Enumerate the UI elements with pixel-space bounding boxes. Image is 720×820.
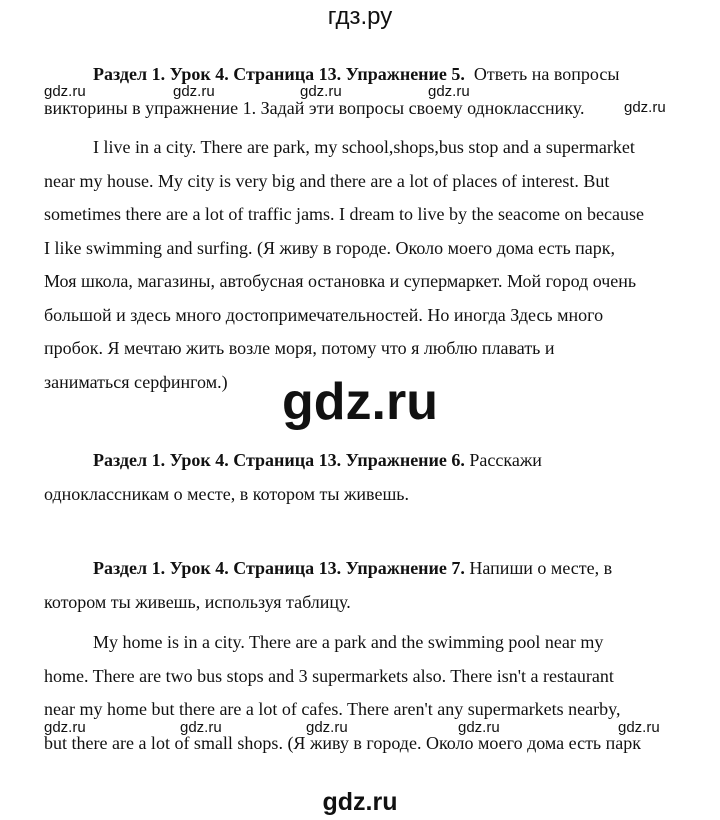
watermark: gdz.ru xyxy=(44,719,86,736)
watermark: gdz.ru xyxy=(44,83,86,100)
watermark: gdz.ru xyxy=(428,83,470,100)
exercise-6-task-line-2: одноклассникам о месте, в котором ты живешь. xyxy=(44,483,410,504)
section-exercise-6 xyxy=(44,444,684,511)
exercise-5-heading-line xyxy=(44,58,684,92)
exercise-5-answer-line: near my house. My city is very big and there are a lot of places of interest. But xyxy=(44,170,610,191)
watermark: gdz.ru xyxy=(306,719,348,736)
watermark: gdz.ru xyxy=(180,719,222,736)
site-header: гдз.ру xyxy=(327,3,393,30)
exercise-5-answer-line: sometimes there are a lot of traffic jams. I dream to live by the seacome on because xyxy=(44,204,644,224)
section-exercise-7 xyxy=(44,552,684,619)
large-watermark: gdz.ru xyxy=(282,373,438,431)
exercise-5-answer-line: I live in a city. There are park, my school,shops,bus stop and a supermarket xyxy=(93,137,635,157)
watermark: gdz.ru xyxy=(624,99,666,116)
exercise-7-answer-line: My home is in a city. There are a park and the swimming pool near my xyxy=(93,632,604,652)
exercise-5-task-line-2: викторины в упражнение 1. Задай эти вопросы своему однокласснику. xyxy=(44,97,585,118)
exercise-5-answer-line: пробок. Я мечтаю жить возле моря, потому что я люблю плавать и xyxy=(44,338,555,358)
exercise-7-heading-line xyxy=(44,552,684,586)
exercise-7-answer-line: but there are a lot of small shops. (Я живу в городе. Около моего дома есть парк xyxy=(44,732,642,753)
exercise-7-answer-line: near my home but there are a lot of cafes. There aren't any supermarkets nearby, xyxy=(44,699,621,719)
section-exercise-5 xyxy=(44,58,684,125)
exercise-7-task-line-1: Напиши о месте, в xyxy=(469,558,613,578)
exercise-6-heading-line xyxy=(44,444,684,478)
watermark: gdz.ru xyxy=(300,83,342,100)
watermark: gdz.ru xyxy=(618,719,660,736)
watermark: gdz.ru xyxy=(458,719,500,736)
footer-watermark: gdz.ru xyxy=(322,788,398,816)
exercise-7-task-line-2: котором ты живешь, используя таблицу. xyxy=(44,591,351,612)
exercise-5-answer xyxy=(44,131,684,399)
exercise-6-heading: Раздел 1. Урок 4. Страница 13. Упражнение 6. xyxy=(93,450,465,470)
exercise-7-answer-line: home. There are two bus stops and 3 supermarkets also. There isn't a restaurant xyxy=(44,665,614,686)
exercise-7-heading: Раздел 1. Урок 4. Страница 13. Упражнение 7. xyxy=(93,558,465,578)
exercise-5-task-line-1: Ответь на вопросы xyxy=(473,64,620,84)
exercise-5-heading: Раздел 1. Урок 4. Страница 13. Упражнение 5. xyxy=(93,64,465,84)
exercise-6-task-line-1: Расскажи xyxy=(469,450,542,470)
exercise-5-answer-line: заниматься серфингом.) xyxy=(44,371,228,392)
watermark: gdz.ru xyxy=(173,83,215,100)
exercise-5-answer-line: большой и здесь много достопримечательностей. Но иногда Здесь много xyxy=(44,304,604,325)
exercise-7-answer xyxy=(44,626,684,760)
exercise-5-answer-line: Моя школа, магазины, автобусная остановка и супермаркет. Мой город очень xyxy=(44,271,637,291)
exercise-5-answer-line: I like swimming and surfing. (Я живу в городе. Около моего дома есть парк, xyxy=(44,237,616,258)
